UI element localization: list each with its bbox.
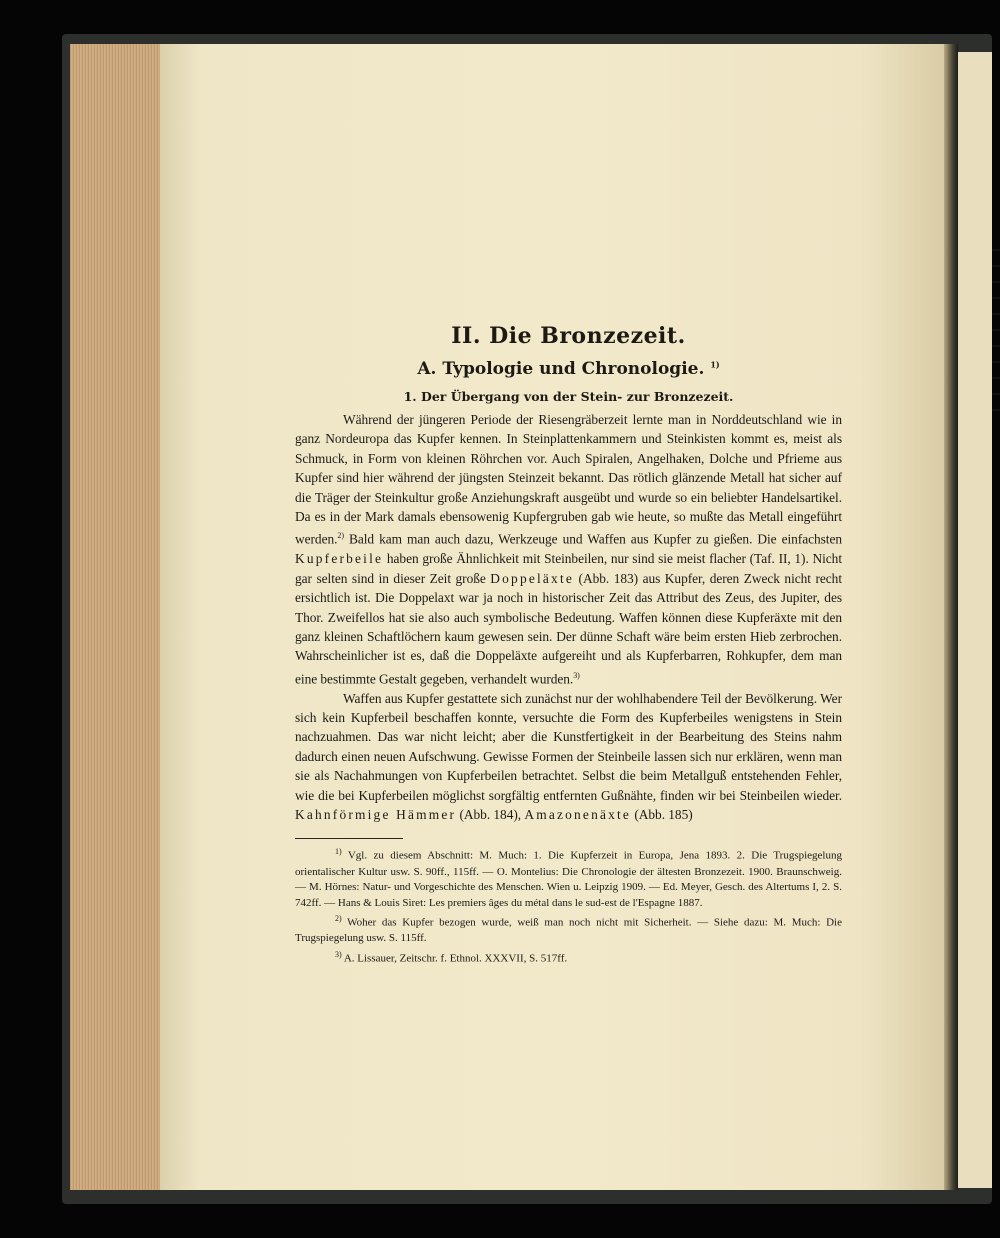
footnote-number: 3): [335, 949, 342, 959]
subsection-title: 1. Der Übergang von der Stein- zur Bronzezeit.: [403, 389, 734, 404]
footnote-ref-3: 3): [573, 670, 580, 680]
book-gutter: [944, 44, 958, 1190]
footnote-divider: [295, 838, 403, 839]
paragraph1-part-c: haben große Ähnlichkeit mit Steinbeilen, nur sind sie meist flacher (Taf. II, 1). Nicht gar selten sind in dieser Zeit große: [295, 551, 842, 586]
footnote-text: A. Lissauer, Zeitschr. f. Ethnol. XXXVII, S. 517ff.: [343, 952, 568, 965]
footnote-1: [295, 844, 842, 911]
section-title: [295, 359, 842, 379]
section-title-text: A. Typologie und Chronologie.: [417, 359, 705, 379]
paragraph1-part-b: Bald kam man auch dazu, Werkzeuge und Waffen aus Kupfer zu gießen. Die einfachsten: [343, 531, 842, 547]
footnote-3: [295, 947, 842, 967]
footnote-number: 1): [335, 847, 342, 857]
spaced-term-kahnfoermige-haemmer: Kahnförmige Hämmer: [295, 807, 457, 823]
spaced-term-kupferbeile: Kupferbeile: [295, 551, 384, 567]
footnote-2: [295, 911, 842, 947]
chapter-title: II. Die Bronzezeit.: [451, 323, 686, 349]
show-through-text: [992, 249, 1000, 419]
footnote-text: Woher das Kupfer bezogen wurde, weiß man noch nicht mit Sicherheit. — Siehe dazu: M. Much: Die Trugspiegelung usw. S. 115ff.: [295, 916, 842, 945]
page-content: [295, 323, 842, 967]
footnote-text: Vgl. zu diesem Abschnitt: M. Much: 1. Die Kupferzeit in Europa, Jena 1893. 2. Die Trugspiegelung orientalischer Kultur usw. S. 90ff., 115ff. — O. Montelius: Die Chronologie der ältesten Bronzezeit. 1900. Braunschweig. — M. Hörnes: Natur- und Vorgeschichte des Menschen. Wien u. Leipzig 1909. — Ed. Meyer, Gesch. des Altertums I, 2. S. 742ff. — Hans & Louis Siret: Les premiers âges du métal dans le sud-est de l'Espagne 1887.: [295, 850, 842, 909]
body-paragraph-1: [295, 410, 842, 689]
paragraph2-part-b: (Abb. 184),: [456, 807, 525, 823]
page-edges: [70, 44, 166, 1190]
paragraph2-part-a: Waffen aus Kupfer gestattete sich zunächst nur der wohlhabendere Teil der Bevölkerung. Wer sich kein Kupferbeil beschaffen konnte, versuchte die Form des Kupferbeiles wenigstens in Stein nachzuahmen. Das war nicht leicht; aber die Kunstfertigkeit in der Bearbeitung des Steins nahm dadurch einen neuen Aufschwung. Gewisse Formen der Steinbeile lassen sich nur erklären, wenn man sie als Nachahmungen von Kupferbeilen betrachtet. Selbst die beim Metallguß entstehenden Fehler, wie die bei Kupferbeilen möglichst sorgfältig entfernten Gußnähte, finden wir bei Steinbeilen wieder.: [295, 690, 842, 803]
right-page-edge: [958, 52, 992, 1188]
paragraph1-part-a: Während der jüngeren Periode der Riesengräberzeit lernte man in Norddeutschland wie in ganz Nordeuropa das Kupfer kennen. In Steinplattenkammern und Steinkisten kommt es, meist als Schmuck, in Form von kleinen Röhrchen vor. Auch Spiralen, Angelhaken, Dolche und Pfrieme aus Kupfer sind hier während der jüngsten Steinzeit bekannt. Das rötlich glänzende Metall hat sicher auf die Träger der Steinkultur große Anziehungskraft ausgeübt und wurde so ein beliebter Handelsartikel. Da es in der Mark damals ebensowenig Kupfergruben gab wie heute, so mußte das Metall eingeführt werden.: [295, 412, 842, 547]
footnote-ref-2: 2): [337, 531, 344, 541]
footnote-number: 2): [335, 914, 342, 924]
body-paragraph-2: [295, 689, 842, 825]
spaced-term-doppelaexte: Doppeläxte: [490, 570, 575, 586]
footnote-ref-1: 1): [710, 359, 720, 370]
spaced-term-amazonenaexte: Amazonenäxte: [524, 807, 632, 823]
paragraph1-part-d: (Abb. 183) aus Kupfer, deren Zweck nicht recht ersichtlich ist. Die Doppelaxt war ja noch in historischer Zeit das Attribut des Zeus, des Jupiter, des Thor. Zweifellos hat sie also auch symbolische Bedeutung. Waffen können diese Kupferäxte mit den ganz kleinen Schaftlöchern kaum gewesen sein. Der dünne Schaft wäre beim ersten Hieb zerbrochen. Wahrscheinlicher ist es, daß die Doppeläxte aufgereiht und als Kupferbarren, Rohkupfer, dem man eine bestimmte Gestalt gegeben, verhandelt wurden.: [295, 570, 842, 687]
paragraph2-part-c: (Abb. 185): [631, 807, 693, 823]
